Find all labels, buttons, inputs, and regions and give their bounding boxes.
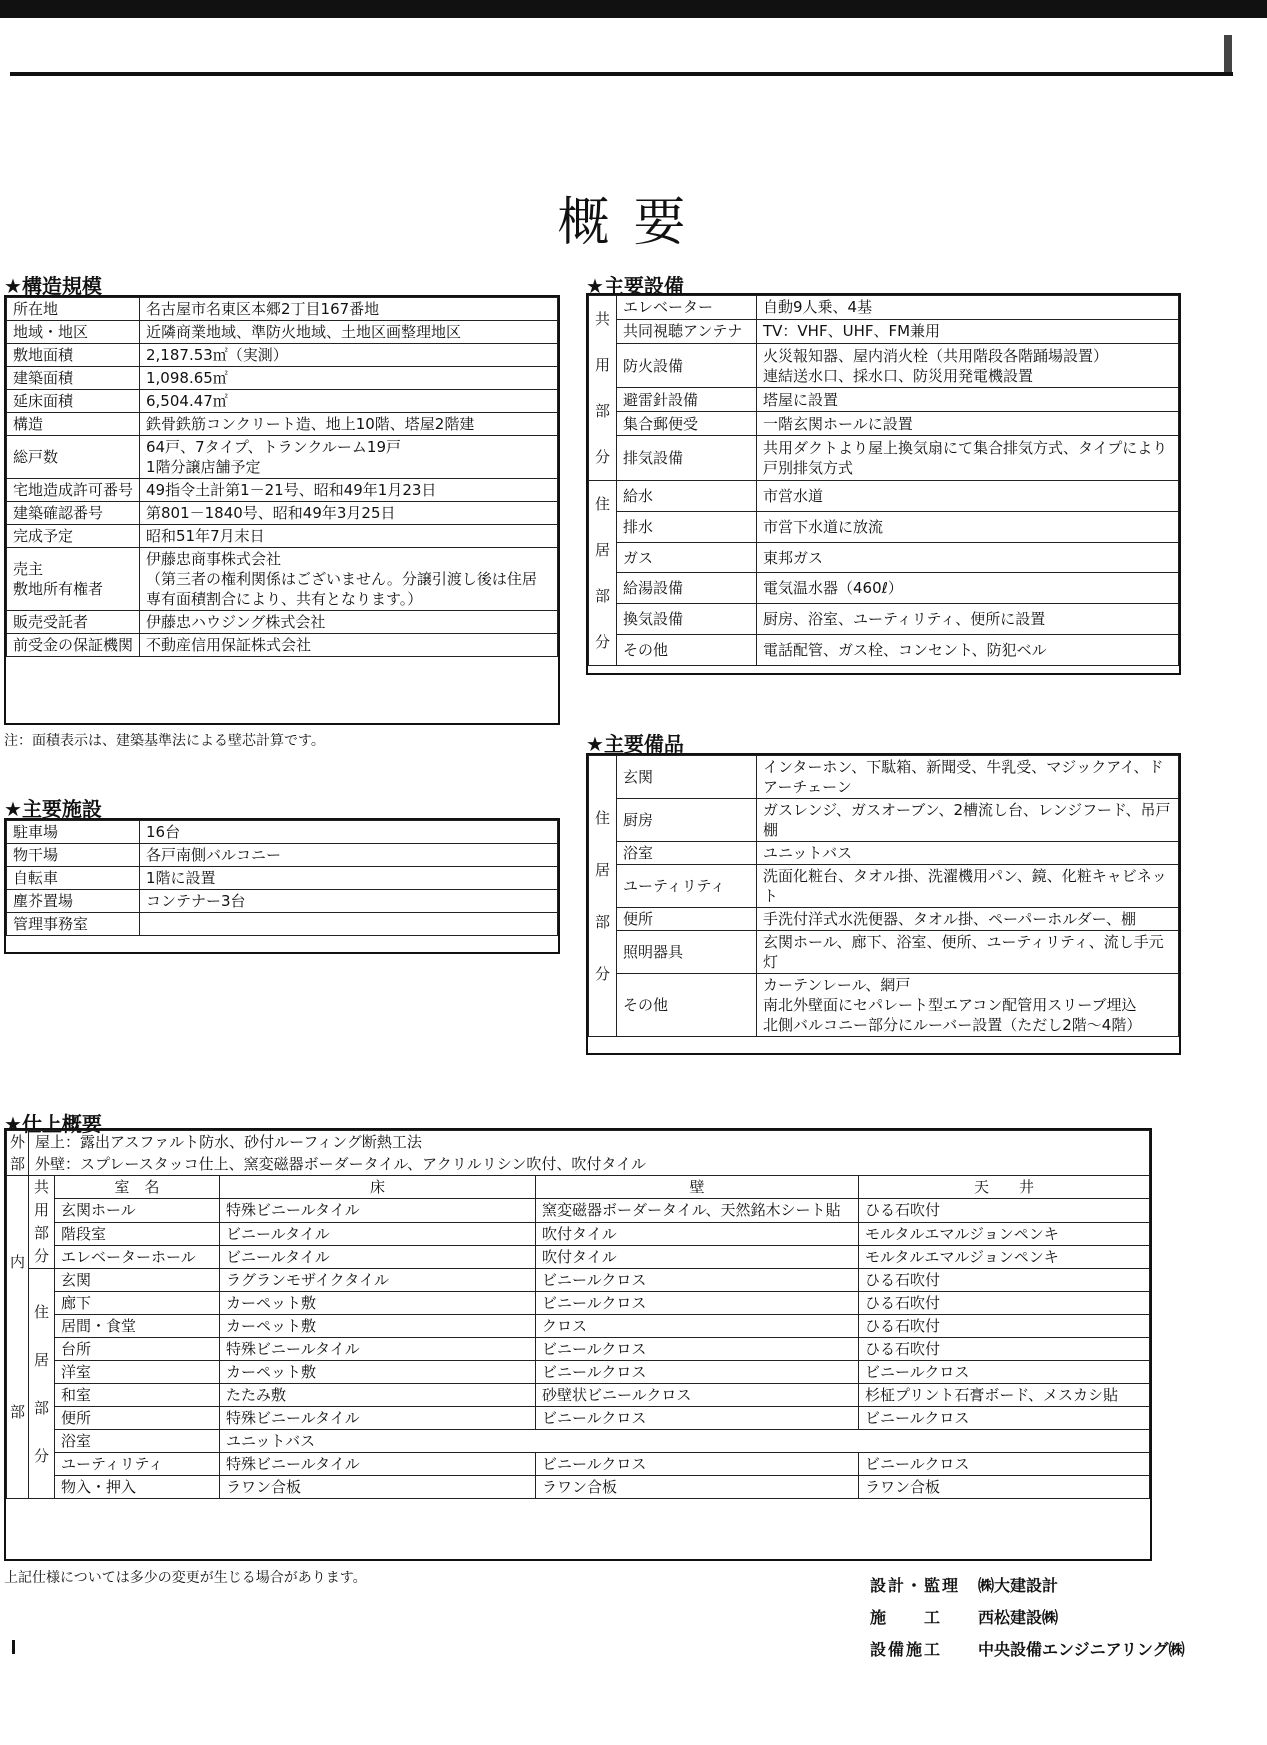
structure-label: 建築確認番号 bbox=[7, 502, 140, 525]
equipment-group-label: 住 居 部 分 bbox=[589, 481, 617, 666]
structure-label: 構造 bbox=[7, 413, 140, 436]
finishes-row bbox=[7, 1199, 1150, 1222]
equipment-value: 電話配管、ガス栓、コンセント、防犯ベル bbox=[757, 635, 1179, 666]
finishes-row bbox=[7, 1315, 1150, 1338]
finishes-room: 洋室 bbox=[55, 1361, 220, 1384]
finishes-ceiling: 杉柾プリント石膏ボード、メスカシ貼 bbox=[859, 1384, 1150, 1407]
structure-row bbox=[7, 390, 558, 413]
finishes-row bbox=[7, 1407, 1150, 1430]
finishes-row bbox=[7, 1361, 1150, 1384]
finishes-wall: 吹付タイル bbox=[536, 1222, 859, 1245]
finishes-header-wall: 壁 bbox=[536, 1176, 859, 1199]
structure-row bbox=[7, 321, 558, 344]
finishes-header-floor: 床 bbox=[220, 1176, 536, 1199]
finishes-floor: ビニールタイル bbox=[220, 1222, 536, 1245]
exterior-row bbox=[7, 1153, 1150, 1176]
fixture-label: 厨房 bbox=[617, 799, 757, 842]
equipment-value: 火災報知器、屋内消火栓（共用階段各階踊場設置） 連結送水口、採水口、防災用発電機設置 bbox=[757, 343, 1179, 388]
fixture-row bbox=[589, 799, 1179, 842]
credit-name: 西松建設㈱ bbox=[978, 1608, 1059, 1627]
fixture-value: 玄関ホール、廊下、浴室、便所、ユーティリティ、流し手元灯 bbox=[757, 931, 1179, 974]
finishes-wall: 窯変磁器ボーダータイル、天然銘木シート貼 bbox=[536, 1199, 859, 1222]
fixtures-group-label: 住 居 部 分 bbox=[589, 756, 617, 1037]
finishes-header-ceiling: 天 井 bbox=[859, 1176, 1150, 1199]
equipment-table bbox=[586, 293, 1181, 675]
structure-row bbox=[7, 525, 558, 548]
credit-name: ㈱大建設計 bbox=[978, 1576, 1059, 1595]
structure-label: 前受金の保証機関 bbox=[7, 634, 140, 657]
structure-label: 建築面積 bbox=[7, 367, 140, 390]
facilities-heading: ★主要施設 bbox=[4, 797, 102, 821]
finishes-room: 階段室 bbox=[55, 1222, 220, 1245]
fixture-row bbox=[589, 931, 1179, 974]
finishes-heading-text: 仕上概要 bbox=[21, 1112, 102, 1136]
residential-group-label: 住 居 部 分 bbox=[29, 1269, 55, 1499]
fixture-label: ユーティリティ bbox=[617, 865, 757, 908]
header-rule bbox=[10, 72, 1233, 76]
structure-value: 名古屋市名東区本郷2丁目167番地 bbox=[140, 298, 558, 321]
finishes-floor: 特殊ビニールタイル bbox=[220, 1199, 536, 1222]
fixture-label: 玄関 bbox=[617, 756, 757, 799]
facilities-table bbox=[4, 818, 560, 954]
finishes-row bbox=[7, 1292, 1150, 1315]
finishes-heading: ★仕上概要 bbox=[4, 1112, 102, 1136]
scan-mark bbox=[1224, 35, 1232, 75]
finishes-floor: ラワン合板 bbox=[220, 1476, 536, 1499]
finishes-floor: 特殊ビニールタイル bbox=[220, 1338, 536, 1361]
equipment-value: 自動9人乗、4基 bbox=[757, 296, 1179, 320]
structure-label: 完成予定 bbox=[7, 525, 140, 548]
facility-row bbox=[7, 867, 558, 890]
finishes-ceiling: ビニールクロス bbox=[859, 1407, 1150, 1430]
structure-label: 総戸数 bbox=[7, 436, 140, 479]
fixture-label: 照明器具 bbox=[617, 931, 757, 974]
finishes-wall: 砂壁状ビニールクロス bbox=[536, 1384, 859, 1407]
equipment-row bbox=[589, 412, 1179, 436]
facility-value: 各戸南側バルコニー bbox=[140, 844, 558, 867]
equipment-row bbox=[589, 343, 1179, 388]
structure-label: 宅地造成許可番号 bbox=[7, 479, 140, 502]
facility-row bbox=[7, 890, 558, 913]
scan-top-edge bbox=[0, 0, 1267, 18]
facility-value: 16台 bbox=[140, 821, 558, 844]
finishes-room: 玄関 bbox=[55, 1269, 220, 1292]
finishes-ceiling: モルタルエマルジョンペンキ bbox=[859, 1245, 1150, 1268]
finishes-floor: カーペット敷 bbox=[220, 1361, 536, 1384]
structure-label: 所在地 bbox=[7, 298, 140, 321]
structure-table bbox=[4, 295, 560, 725]
facility-row bbox=[7, 821, 558, 844]
credit-role: 設計・監理 bbox=[870, 1576, 961, 1595]
structure-row bbox=[7, 344, 558, 367]
equipment-label: 防火設備 bbox=[617, 343, 757, 388]
equipment-row bbox=[589, 436, 1179, 481]
scan-side-mark bbox=[12, 1640, 15, 1654]
equipment-label: その他 bbox=[617, 635, 757, 666]
finishes-floor: ユニットバス bbox=[220, 1430, 1150, 1453]
finishes-ceiling: ビニールクロス bbox=[859, 1361, 1150, 1384]
structure-note: 注：面積表示は、建築基準法による壁芯計算です。 bbox=[4, 733, 325, 749]
finishes-wall: ビニールクロス bbox=[536, 1361, 859, 1384]
fixture-value: 洗面化粧台、タオル掛、洗濯機用パン、鏡、化粧キャビネット bbox=[757, 865, 1179, 908]
structure-value: 64戸、7タイプ、トランクルーム19戸 1階分譲店舗予定 bbox=[140, 436, 558, 479]
structure-row bbox=[7, 634, 558, 657]
common-group-label: 共 用 部 分 bbox=[29, 1176, 55, 1269]
exterior-roof: 屋上：露出アスファルト防水、砂付ルーフィング断熱工法 bbox=[29, 1131, 1150, 1154]
equipment-value: 厨房、浴室、ユーティリティ、便所に設置 bbox=[757, 604, 1179, 635]
finishes-wall: ビニールクロス bbox=[536, 1407, 859, 1430]
structure-value: 第801－1840号、昭和49年3月25日 bbox=[140, 502, 558, 525]
finishes-room: 浴室 bbox=[55, 1430, 220, 1453]
finishes-room: 物入・押入 bbox=[55, 1476, 220, 1499]
equipment-label: 排水 bbox=[617, 511, 757, 542]
fixture-value: カーテンレール、網戸 南北外壁面にセパレート型エアコン配管用スリーブ埋込 北側バルコニー部分にルーバー設置（ただし2階～4階） bbox=[757, 974, 1179, 1037]
structure-label: 敷地面積 bbox=[7, 344, 140, 367]
finishes-ceiling: ひる石吹付 bbox=[859, 1338, 1150, 1361]
finishes-row bbox=[7, 1453, 1150, 1476]
facility-row bbox=[7, 913, 558, 936]
structure-row bbox=[7, 367, 558, 390]
equipment-row bbox=[589, 481, 1179, 512]
equipment-label: 集合郵便受 bbox=[617, 412, 757, 436]
finishes-wall: ラワン合板 bbox=[536, 1476, 859, 1499]
equipment-value: 電気温水器（460ℓ） bbox=[757, 573, 1179, 604]
facility-value: 1階に設置 bbox=[140, 867, 558, 890]
finishes-row bbox=[7, 1430, 1150, 1453]
finishes-ceiling: ひる石吹付 bbox=[859, 1315, 1150, 1338]
finishes-ceiling: ひる石吹付 bbox=[859, 1292, 1150, 1315]
exterior-wall: 外壁：スプレースタッコ仕上、窯変磁器ボーダータイル、アクリルリシン吹付、吹付タイル bbox=[29, 1153, 1150, 1176]
facility-label: 管理事務室 bbox=[7, 913, 140, 936]
equipment-row bbox=[589, 296, 1179, 320]
finishes-row bbox=[7, 1338, 1150, 1361]
finishes-header-room: 室 名 bbox=[55, 1176, 220, 1199]
fixtures-table bbox=[586, 753, 1181, 1055]
equipment-value: 塔屋に設置 bbox=[757, 388, 1179, 412]
structure-label: 売主 敷地所有権者 bbox=[7, 548, 140, 611]
credit-role: 設備施工 bbox=[870, 1640, 943, 1659]
equipment-value: 一階玄関ホールに設置 bbox=[757, 412, 1179, 436]
structure-heading: ★構造規模 bbox=[4, 274, 102, 298]
structure-row bbox=[7, 548, 558, 611]
equipment-heading-text: 主要設備 bbox=[603, 274, 684, 298]
finishes-floor: ビニールタイル bbox=[220, 1245, 536, 1268]
interior-label: 内 部 bbox=[7, 1176, 29, 1499]
finishes-ceiling: ひる石吹付 bbox=[859, 1199, 1150, 1222]
structure-value: 伊藤忠ハウジング株式会社 bbox=[140, 611, 558, 634]
equipment-label: 避雷針設備 bbox=[617, 388, 757, 412]
facility-value bbox=[140, 913, 558, 936]
fixture-row bbox=[589, 756, 1179, 799]
finishes-room: 台所 bbox=[55, 1338, 220, 1361]
equipment-heading: ★主要設備 bbox=[586, 274, 684, 298]
structure-label: 地域・地区 bbox=[7, 321, 140, 344]
equipment-label: 排気設備 bbox=[617, 436, 757, 481]
finishes-room: 廊下 bbox=[55, 1292, 220, 1315]
fixture-label: 便所 bbox=[617, 908, 757, 931]
equipment-table-body bbox=[588, 295, 1179, 666]
finishes-row bbox=[7, 1222, 1150, 1245]
finishes-room: 玄関ホール bbox=[55, 1199, 220, 1222]
exterior-label: 外 部 bbox=[7, 1131, 29, 1176]
finishes-ceiling: ラワン合板 bbox=[859, 1476, 1150, 1499]
fixtures-heading-text: 主要備品 bbox=[603, 732, 684, 756]
finishes-row bbox=[7, 1384, 1150, 1407]
equipment-value: 市営水道 bbox=[757, 481, 1179, 512]
fixture-label: 浴室 bbox=[617, 842, 757, 865]
facility-label: 駐車場 bbox=[7, 821, 140, 844]
structure-row bbox=[7, 611, 558, 634]
facility-value: コンテナー3台 bbox=[140, 890, 558, 913]
structure-value: 49指令土計第1－21号、昭和49年1月23日 bbox=[140, 479, 558, 502]
fixture-value: インターホン、下駄箱、新聞受、牛乳受、マジックアイ、ドアーチェーン bbox=[757, 756, 1179, 799]
structure-value: 鉄骨鉄筋コンクリート造、地上10階、塔屋2階建 bbox=[140, 413, 558, 436]
credit-row bbox=[870, 1634, 1185, 1666]
equipment-label: 換気設備 bbox=[617, 604, 757, 635]
facility-label: 物干場 bbox=[7, 844, 140, 867]
structure-table-body bbox=[6, 297, 558, 657]
structure-value: 伊藤忠商事株式会社 （第三者の権利関係はございません。分譲引渡し後は住居専有面積割合により、共有となります。） bbox=[140, 548, 558, 611]
credits bbox=[870, 1570, 1185, 1666]
equipment-value: 東邦ガス bbox=[757, 542, 1179, 573]
finishes-wall: ビニールクロス bbox=[536, 1338, 859, 1361]
equipment-row bbox=[589, 388, 1179, 412]
finishes-row bbox=[7, 1245, 1150, 1268]
structure-label: 販売受託者 bbox=[7, 611, 140, 634]
equipment-row bbox=[589, 635, 1179, 666]
finishes-row bbox=[7, 1476, 1150, 1499]
fixture-row bbox=[589, 974, 1179, 1037]
finishes-room: ユーティリティ bbox=[55, 1453, 220, 1476]
fixture-label: その他 bbox=[617, 974, 757, 1037]
facility-row bbox=[7, 844, 558, 867]
equipment-label: エレベーター bbox=[617, 296, 757, 320]
facility-label: 自転車 bbox=[7, 867, 140, 890]
equipment-row bbox=[589, 511, 1179, 542]
fixture-row bbox=[589, 908, 1179, 931]
equipment-group-label: 共 用 部 分 bbox=[589, 296, 617, 481]
finishes-floor: 特殊ビニールタイル bbox=[220, 1407, 536, 1430]
fixtures-heading: ★主要備品 bbox=[586, 732, 684, 756]
finishes-floor: ラグランモザイクタイル bbox=[220, 1269, 536, 1292]
finishes-ceiling: ビニールクロス bbox=[859, 1453, 1150, 1476]
equipment-value: 共用ダクトより屋上換気扇にて集合排気方式、タイプにより戸別排気方式 bbox=[757, 436, 1179, 481]
equipment-row bbox=[589, 542, 1179, 573]
fixture-value: ガスレンジ、ガスオーブン、2槽流し台、レンジフード、吊戸棚 bbox=[757, 799, 1179, 842]
finishes-wall: ビニールクロス bbox=[536, 1269, 859, 1292]
equipment-row bbox=[589, 604, 1179, 635]
structure-value: 近隣商業地域、準防火地域、土地区画整理地区 bbox=[140, 321, 558, 344]
structure-value: 不動産信用保証株式会社 bbox=[140, 634, 558, 657]
finishes-floor: たたみ敷 bbox=[220, 1384, 536, 1407]
finishes-wall: 吹付タイル bbox=[536, 1245, 859, 1268]
finishes-room: 便所 bbox=[55, 1407, 220, 1430]
finishes-ceiling: モルタルエマルジョンペンキ bbox=[859, 1222, 1150, 1245]
equipment-row bbox=[589, 573, 1179, 604]
page-title: 概要 bbox=[557, 193, 710, 253]
finishes-wall: クロス bbox=[536, 1315, 859, 1338]
credit-row bbox=[870, 1570, 1185, 1602]
equipment-label: 共同視聴アンテナ bbox=[617, 319, 757, 343]
finishes-floor: 特殊ビニールタイル bbox=[220, 1453, 536, 1476]
fixture-row bbox=[589, 865, 1179, 908]
finishes-note: 上記仕様については多少の変更が生じる場合があります。 bbox=[4, 1570, 367, 1586]
structure-row bbox=[7, 502, 558, 525]
structure-heading-text: 構造規模 bbox=[21, 274, 102, 298]
structure-row bbox=[7, 479, 558, 502]
structure-row bbox=[7, 413, 558, 436]
finishes-ceiling: ひる石吹付 bbox=[859, 1269, 1150, 1292]
credit-role: 施 工 bbox=[870, 1608, 943, 1627]
facility-label: 塵芥置場 bbox=[7, 890, 140, 913]
fixture-value: 手洗付洋式水洗便器、タオル掛、ペーパーホルダー、棚 bbox=[757, 908, 1179, 931]
fixture-value: ユニットバス bbox=[757, 842, 1179, 865]
structure-value: 2,187.53㎡（実測） bbox=[140, 344, 558, 367]
finishes-row bbox=[7, 1269, 1150, 1292]
equipment-label: 給湯設備 bbox=[617, 573, 757, 604]
fixtures-table-body bbox=[588, 755, 1179, 1037]
finishes-wall: ビニールクロス bbox=[536, 1292, 859, 1315]
exterior-row bbox=[7, 1131, 1150, 1154]
structure-value: 昭和51年7月末日 bbox=[140, 525, 558, 548]
structure-row bbox=[7, 298, 558, 321]
equipment-row bbox=[589, 319, 1179, 343]
finishes-room: 和室 bbox=[55, 1384, 220, 1407]
equipment-label: ガス bbox=[617, 542, 757, 573]
structure-label: 延床面積 bbox=[7, 390, 140, 413]
credit-name: 中央設備エンジニアリング㈱ bbox=[978, 1640, 1185, 1659]
finishes-floor: カーペット敷 bbox=[220, 1315, 536, 1338]
equipment-value: 市営下水道に放流 bbox=[757, 511, 1179, 542]
equipment-value: TV：VHF、UHF、FM兼用 bbox=[757, 319, 1179, 343]
structure-value: 1,098.65㎡ bbox=[140, 367, 558, 390]
finishes-table-body bbox=[6, 1130, 1150, 1499]
facilities-heading-text: 主要施設 bbox=[21, 797, 102, 821]
equipment-label: 給水 bbox=[617, 481, 757, 512]
finishes-room: エレベーターホール bbox=[55, 1245, 220, 1268]
credit-row bbox=[870, 1602, 1185, 1634]
finishes-wall: ビニールクロス bbox=[536, 1453, 859, 1476]
fixture-row bbox=[589, 842, 1179, 865]
finishes-table bbox=[4, 1128, 1152, 1561]
finishes-header-row bbox=[7, 1176, 1150, 1199]
structure-value: 6,504.47㎡ bbox=[140, 390, 558, 413]
finishes-floor: カーペット敷 bbox=[220, 1292, 536, 1315]
finishes-room: 居間・食堂 bbox=[55, 1315, 220, 1338]
facilities-table-body bbox=[6, 820, 558, 936]
structure-row bbox=[7, 436, 558, 479]
